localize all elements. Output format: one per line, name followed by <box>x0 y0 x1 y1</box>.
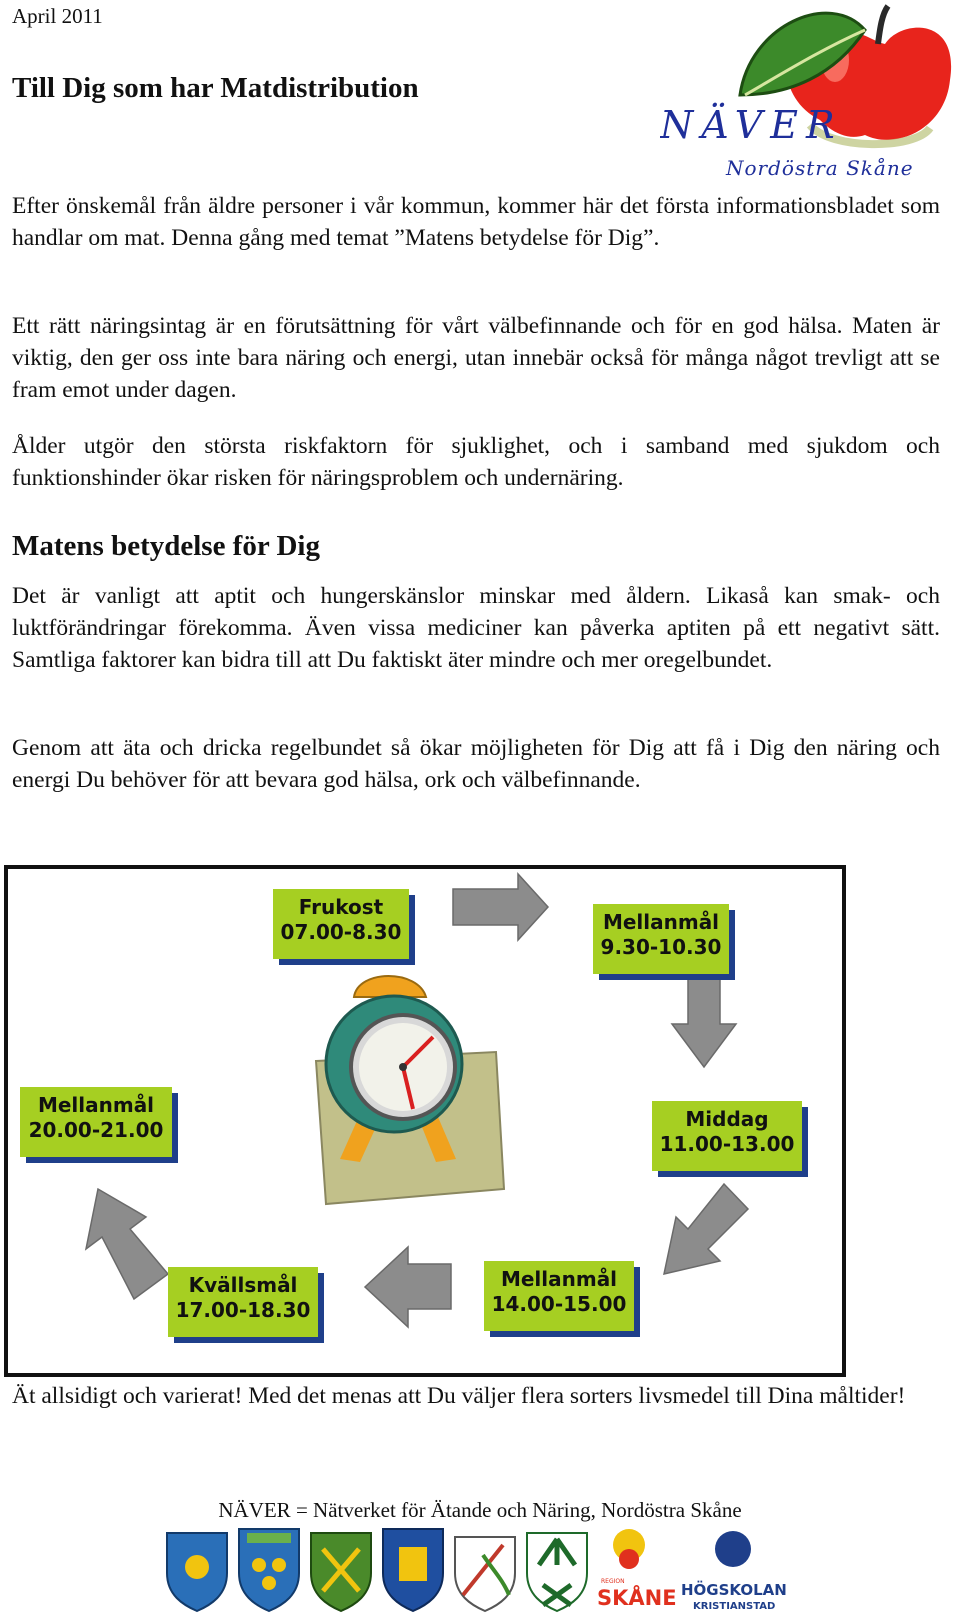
partner-logos <box>165 1525 815 1613</box>
meal-time: 11.00-13.00 <box>659 1132 795 1156</box>
arrow-icon <box>664 1184 748 1274</box>
meal-box-middag <box>652 1101 802 1171</box>
crest-icon <box>167 1533 227 1611</box>
logo-sub-text: Nordöstra Skåne <box>726 156 914 180</box>
meal-name: Mellanmål <box>500 1267 618 1291</box>
section-heading: Matens betydelse för Dig <box>12 530 320 562</box>
region-skane-logo <box>597 1529 677 1610</box>
crest-icon <box>383 1529 443 1611</box>
crest-icon <box>311 1533 371 1611</box>
meal-box-frukost <box>273 889 409 959</box>
section-paragraph-1: Det är vanligt att aptit och hungerskänslor minskar med åldern. Likaså kan smak- och luktförändringar förekomma. Även vissa mediciner kan påverka aptiten på ett negativt sätt. Samtliga faktorer kan bidra till att Du faktiskt äter mindre och mer oregelbundet. <box>12 583 940 673</box>
meal-time: 14.00-15.00 <box>491 1292 627 1316</box>
meal-time: 9.30-10.30 <box>600 935 722 959</box>
footer-text: NÄVER = Nätverket för Ätande och Näring, Nordöstra Skåne <box>218 1498 742 1522</box>
crest-icon <box>455 1537 515 1611</box>
meal-schedule-diagram <box>4 865 846 1377</box>
school-sub-text: KRISTIANSTAD <box>693 1601 776 1612</box>
intro-paragraph-2: Ett rätt näringsintag är en förutsättning för vårt välbefinnande och för en god hälsa. Maten är viktig, den ger oss inte bara näring och energi, utan innebär också för många något trevligt att se fram emot under dagen. <box>12 313 940 403</box>
school-logo-text: HÖGSKOLAN <box>681 1581 787 1599</box>
meal-box-kvallsmal <box>168 1267 318 1337</box>
meal-name: Frukost <box>298 895 384 919</box>
meal-box-mellanmal-2 <box>484 1261 634 1331</box>
intro-paragraph-3: Ålder utgör den största riskfaktorn för sjuklighet, och i samband med sjukdom och funktionshinder ökar risken för näringsproblem och undernäring. <box>12 433 940 491</box>
arrow-icon <box>453 874 548 940</box>
crest-icon <box>527 1533 587 1611</box>
region-small-text: REGION <box>601 1578 625 1585</box>
crest-icon <box>239 1529 299 1611</box>
meal-name: Mellanmål <box>37 1093 155 1117</box>
naver-logo <box>660 0 960 190</box>
meal-time: 20.00-21.00 <box>28 1118 164 1142</box>
meal-box-mellanmal-1 <box>593 904 729 974</box>
document-title: Till Dig som har Matdistribution <box>12 72 419 104</box>
meal-box-mellanmal-3 <box>20 1087 172 1157</box>
intro-paragraph-1: Efter önskemål från äldre personer i vår kommun, kommer här det första informationsbladet som handlar om mat. Denna gång med temat ”Matens betydelse för Dig”. <box>12 193 940 251</box>
region-logo-text: SKÅNE <box>597 1586 677 1610</box>
meal-name: Kvällsmål <box>188 1273 298 1297</box>
arrow-icon <box>365 1247 451 1327</box>
section-paragraph-2: Genom att äta och dricka regelbundet så ökar möjligheten för Dig att få i Dig den näring och energi Du behöver för att bevara god hälsa, ork och välbefinnande. <box>12 735 940 793</box>
meal-time: 07.00-8.30 <box>280 920 402 944</box>
meal-name: Middag <box>685 1107 769 1131</box>
logo-main-text: NÄVER <box>660 103 843 147</box>
alarm-clock-icon <box>316 976 504 1204</box>
arrow-icon <box>672 977 736 1067</box>
closing-paragraph: Ät allsidigt och varierat! Med det menas att Du väljer flera sorters livsmedel till Dina måltider! <box>12 1383 906 1409</box>
meal-name: Mellanmål <box>602 910 720 934</box>
arrow-icon <box>86 1189 168 1299</box>
document-date: April 2011 <box>12 4 103 28</box>
meal-time: 17.00-18.30 <box>175 1298 311 1322</box>
hogskolan-logo <box>681 1531 787 1612</box>
